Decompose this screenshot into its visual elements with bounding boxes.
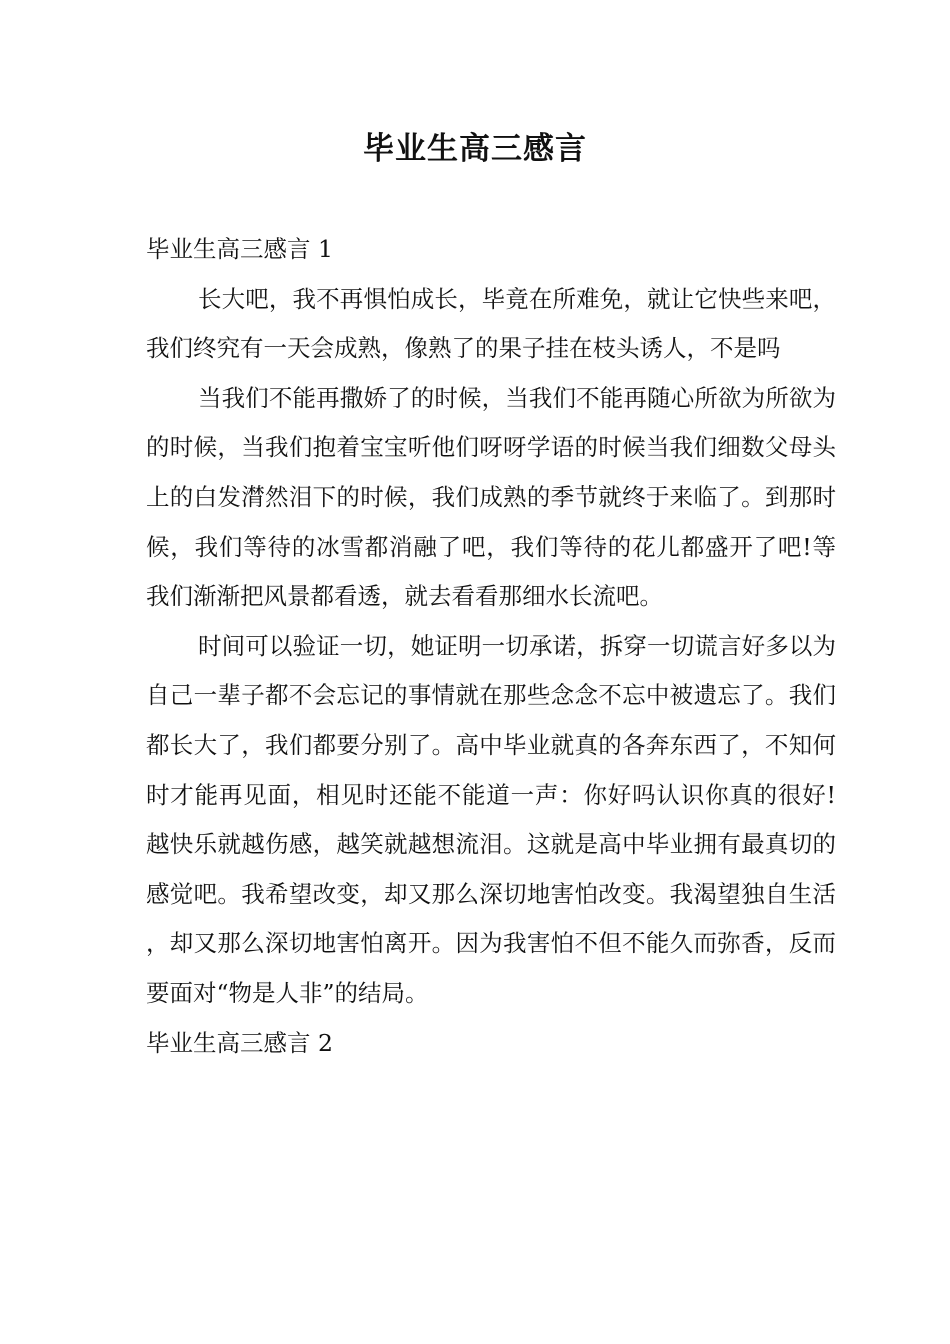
document-body (146, 225, 836, 1068)
paragraph: 当我们不能再撒娇了的时候，当我们不能再随心所欲为所欲为的时候，当我们抱着宝宝听他们呀呀学语的时候当我们细数父母头上的白发潸然泪下的时候，我们成熟的季节就终于来临了。到那时候，我们等待的冰雪都消融了吧，我们等待的花儿都盛开了吧!等我们渐渐把风景都看透，就去看看那细水长流吧。 (146, 383, 836, 611)
section-heading: 毕业生高三感言 1 (146, 235, 333, 263)
paragraph: 长大吧，我不再惧怕成长，毕竟在所难免，就让它快些来吧，我们终究有一天会成熟，像熟了的果子挂在枝头诱人，不是吗 (146, 284, 836, 363)
document-title: 毕业生高三感言 (363, 131, 587, 167)
section-heading: 毕业生高三感言 2 (146, 1028, 333, 1057)
paragraph: 时间可以验证一切，她证明一切承诺，拆穿一切谎言好多以为自己一辈子都不会忘记的事情就在那些念念不忘中被遗忘了。我们都长大了，我们都要分别了。高中毕业就真的各奔东西了，不知何时才能再见面，相见时还能不能道一声：你好吗认识你真的很好!越快乐就越伤感，越笑就越想流泪。这就是高中毕业拥有最真切的感觉吧。我希望改变，却又那么深切地害怕改变。我渴望独自生活，却又那么深切地害怕离开。因为我害怕不但不能久而弥香，反而要面对“物是人非”的结局。 (146, 631, 836, 1007)
